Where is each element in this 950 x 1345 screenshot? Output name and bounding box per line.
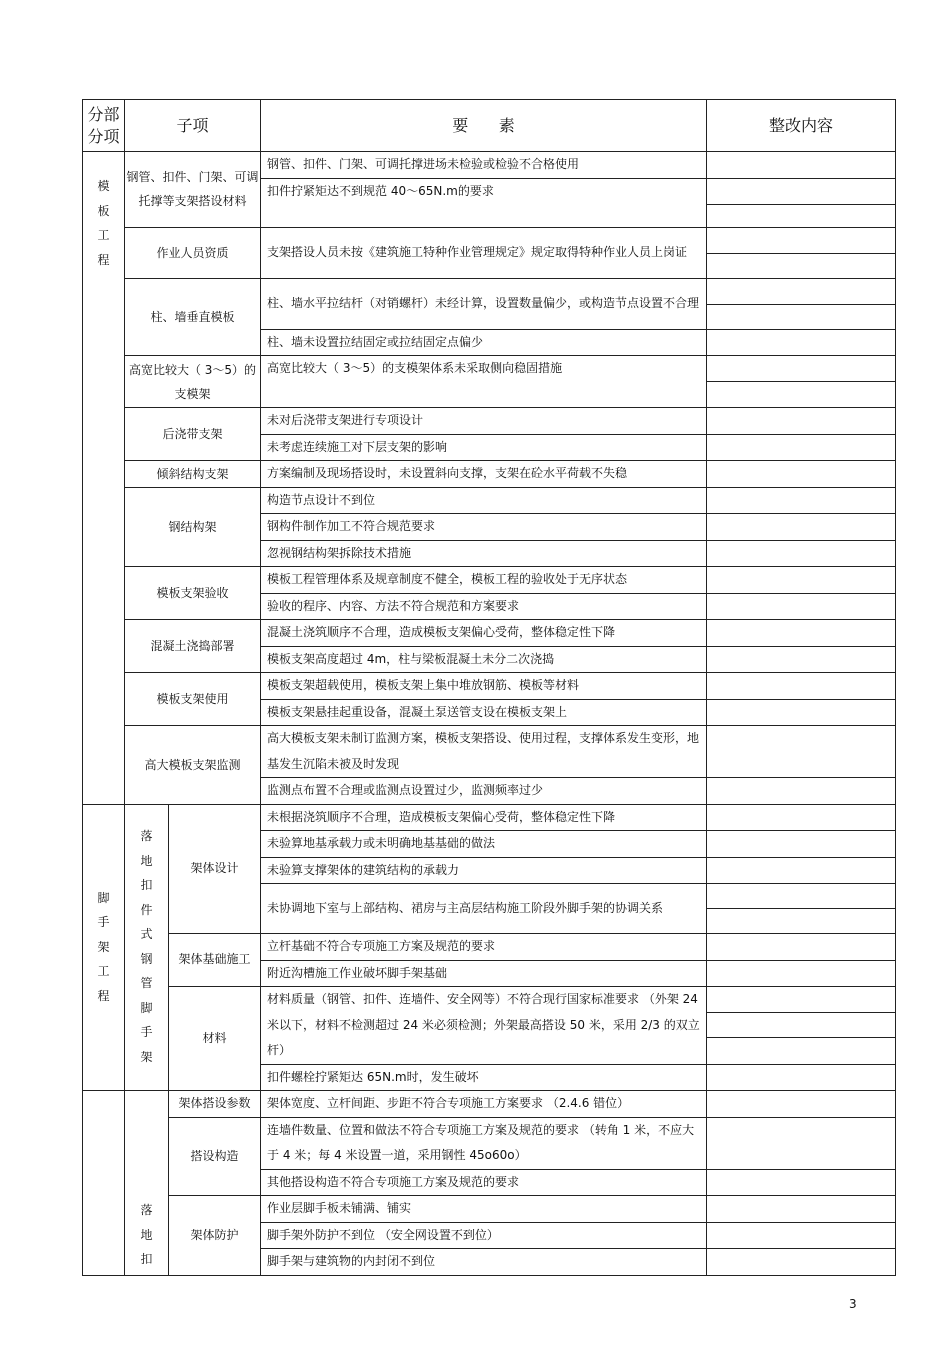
rectification-cell bbox=[707, 673, 896, 700]
rectification-cell bbox=[707, 178, 896, 204]
subitem-materials: 钢管、扣件、门架、可调托撑等支架搭设材料 bbox=[125, 152, 261, 228]
rectification-cell bbox=[707, 487, 896, 514]
table-row bbox=[83, 1091, 896, 1118]
subitem-steel-frame: 钢结构架 bbox=[125, 487, 261, 567]
table-row bbox=[83, 152, 896, 179]
rectification-cell bbox=[707, 1196, 896, 1223]
element-text: 钢管、扣件、门架、可调托撑进场未检验或检验不合格使用 bbox=[261, 152, 707, 179]
table-row bbox=[83, 804, 896, 831]
header-division: 分部 分项 bbox=[83, 100, 125, 152]
table-row bbox=[83, 461, 896, 488]
rectification-cell bbox=[707, 884, 896, 909]
inspection-table bbox=[82, 99, 896, 1276]
rectification-cell bbox=[707, 1091, 896, 1118]
subitem-params: 架体搭设参数 bbox=[169, 1091, 261, 1118]
table-row bbox=[83, 726, 896, 778]
section-floor-fastener: 落地扣件式钢管脚手架 bbox=[125, 804, 169, 1091]
rectification-cell bbox=[707, 857, 896, 884]
element-text: 未根据浇筑顺序不合理，造成模板支架偏心受荷，整体稳定性下降 bbox=[261, 804, 707, 831]
rectification-cell bbox=[707, 987, 896, 1013]
subitem-foundation: 架体基础施工 bbox=[169, 934, 261, 987]
rectification-cell bbox=[707, 699, 896, 726]
rectification-cell bbox=[707, 646, 896, 673]
section-floor-fastener-2: 落地扣 bbox=[125, 1091, 169, 1276]
rectification-cell bbox=[707, 227, 896, 253]
rectification-cell bbox=[707, 804, 896, 831]
rectification-cell bbox=[707, 540, 896, 567]
rectification-cell bbox=[707, 304, 896, 329]
rectification-cell bbox=[707, 1117, 896, 1169]
rectification-cell bbox=[707, 726, 896, 778]
element-text: 未协调地下室与上部结构、裙房与主高层结构施工阶段外脚手架的协调关系 bbox=[261, 884, 707, 934]
rectification-cell bbox=[707, 1249, 896, 1276]
element-text: 模板工程管理体系及规章制度不健全，模板工程的验收处于无序状态 bbox=[261, 567, 707, 594]
element-text: 未对后浇带支架进行专项设计 bbox=[261, 408, 707, 435]
rectification-cell bbox=[707, 567, 896, 594]
element-text: 架体宽度、立杆间距、步距不符合专项施工方案要求 （2.4.6 错位） bbox=[261, 1091, 707, 1118]
element-text: 其他搭设构造不符合专项施工方案及规范的要求 bbox=[261, 1169, 707, 1196]
element-text: 模板支架超载使用，模板支架上集中堆放钢筋、模板等材料 bbox=[261, 673, 707, 700]
table-row bbox=[83, 408, 896, 435]
table-row bbox=[83, 356, 896, 382]
element-text: 扣件螺栓拧紧矩达 65N.m时，发生破坏 bbox=[261, 1064, 707, 1091]
page-number: 3 bbox=[849, 1297, 857, 1311]
element-text: 连墙件数量、位置和做法不符合专项施工方案及规范的要求 （转角 1 米，不应大于 4 米；每 4 米设置一道，采用钢性 45o60o） bbox=[261, 1117, 707, 1169]
subitem-design: 架体设计 bbox=[169, 804, 261, 934]
table-row bbox=[83, 278, 896, 304]
element-text: 柱、墙未设置拉结固定或拉结固定点偏少 bbox=[261, 329, 707, 356]
table-header-row bbox=[83, 100, 896, 152]
rectification-cell bbox=[707, 253, 896, 278]
rectification-cell bbox=[707, 831, 896, 858]
table-row bbox=[83, 620, 896, 647]
element-text: 作业层脚手板未铺满、铺实 bbox=[261, 1196, 707, 1223]
element-text: 未验算支撑架体的建筑结构的承载力 bbox=[261, 857, 707, 884]
section-formwork: 模板工程 bbox=[83, 152, 125, 805]
element-text: 脚手架外防护不到位 （安全网设置不到位） bbox=[261, 1222, 707, 1249]
element-text: 未验算地基承载力或未明确地基基础的做法 bbox=[261, 831, 707, 858]
table-row bbox=[83, 987, 896, 1013]
table-row bbox=[83, 567, 896, 594]
rectification-cell bbox=[707, 329, 896, 356]
subitem-acceptance: 模板支架验收 bbox=[125, 567, 261, 620]
element-text: 扣件拧紧矩达不到规范 40～65N.m的要求 bbox=[261, 178, 707, 227]
rectification-cell bbox=[707, 778, 896, 805]
element-text: 忽视钢结构架拆除技术措施 bbox=[261, 540, 707, 567]
table-row bbox=[83, 1117, 896, 1169]
subitem-monitoring: 高大模板支架监测 bbox=[125, 726, 261, 805]
element-text: 模板支架高度超过 4m，柱与梁板混凝土未分二次浇捣 bbox=[261, 646, 707, 673]
subitem-protection: 架体防护 bbox=[169, 1196, 261, 1276]
element-text: 构造节点设计不到位 bbox=[261, 487, 707, 514]
subitem-inclined: 倾斜结构支架 bbox=[125, 461, 261, 488]
element-text: 混凝土浇筑顺序不合理，造成模板支架偏心受荷，整体稳定性下降 bbox=[261, 620, 707, 647]
table-row bbox=[83, 227, 896, 253]
element-text: 柱、墙水平拉结杆（对销螺杆）未经计算，设置数量偏少，或构造节点设置不合理 bbox=[261, 278, 707, 329]
rectification-cell bbox=[707, 1222, 896, 1249]
rectification-cell bbox=[707, 514, 896, 541]
section-blank bbox=[83, 1091, 125, 1276]
rectification-cell bbox=[707, 593, 896, 620]
element-text: 方案编制及现场搭设时，未设置斜向支撑，支架在砼水平荷载不失稳 bbox=[261, 461, 707, 488]
element-text: 高大模板支架未制订监测方案，模板支架搭设、使用过程，支撑体系发生变形，地基发生沉陷未被及时发现 bbox=[261, 726, 707, 778]
element-text: 未考虑连续施工对下层支架的影响 bbox=[261, 434, 707, 461]
table-row bbox=[83, 934, 896, 961]
table-row bbox=[83, 673, 896, 700]
subitem-material: 材料 bbox=[169, 987, 261, 1091]
rectification-cell bbox=[707, 356, 896, 382]
rectification-cell bbox=[707, 461, 896, 488]
rectification-cell bbox=[707, 1013, 896, 1038]
rectification-cell bbox=[707, 1038, 896, 1064]
rectification-cell bbox=[707, 434, 896, 461]
element-text: 钢构件制作加工不符合规范要求 bbox=[261, 514, 707, 541]
subitem-post-cast: 后浇带支架 bbox=[125, 408, 261, 461]
rectification-cell bbox=[707, 960, 896, 987]
element-text: 监测点布置不合理或监测点设置过少，监测频率过少 bbox=[261, 778, 707, 805]
element-text: 高宽比较大（ 3～5）的支模架体系未采取侧向稳固措施 bbox=[261, 356, 707, 408]
subitem-structure: 搭设构造 bbox=[169, 1117, 261, 1196]
table-row bbox=[83, 487, 896, 514]
subitem-high-ratio: 高宽比较大（ 3～5）的支模架 bbox=[125, 356, 261, 408]
element-text: 验收的程序、内容、方法不符合规范和方案要求 bbox=[261, 593, 707, 620]
rectification-cell bbox=[707, 620, 896, 647]
element-text: 支架搭设人员未按《建筑施工特种作业管理规定》规定取得特种作业人员上岗证 bbox=[261, 227, 707, 278]
rectification-cell bbox=[707, 408, 896, 435]
rectification-cell bbox=[707, 152, 896, 179]
rectification-cell bbox=[707, 909, 896, 934]
subitem-personnel: 作业人员资质 bbox=[125, 227, 261, 278]
header-rectification: 整改内容 bbox=[707, 100, 896, 152]
subitem-pouring: 混凝土浇捣部署 bbox=[125, 620, 261, 673]
element-text: 模板支架悬挂起重设备，混凝土泵送管支设在模板支架上 bbox=[261, 699, 707, 726]
header-subitem: 子项 bbox=[125, 100, 261, 152]
subitem-usage: 模板支架使用 bbox=[125, 673, 261, 726]
rectification-cell bbox=[707, 1169, 896, 1196]
section-scaffold: 脚手架工程 bbox=[83, 804, 125, 1091]
element-text: 立杆基础不符合专项施工方案及规范的要求 bbox=[261, 934, 707, 961]
rectification-cell bbox=[707, 278, 896, 304]
header-element: 要 素 bbox=[261, 100, 707, 152]
rectification-cell bbox=[707, 934, 896, 961]
rectification-cell bbox=[707, 382, 896, 408]
table-row bbox=[83, 1196, 896, 1223]
element-text: 附近沟槽施工作业破坏脚手架基础 bbox=[261, 960, 707, 987]
subitem-column-wall: 柱、墙垂直模板 bbox=[125, 278, 261, 356]
element-text: 材料质量（钢管、扣件、连墙件、安全网等）不符合现行国家标准要求 （外架 24 米以下，材料不检测超过 24 米必须检测；外架最高搭设 50 米，采用 2/3 的双立杆） bbox=[261, 987, 707, 1065]
rectification-cell bbox=[707, 204, 896, 227]
rectification-cell bbox=[707, 1064, 896, 1091]
element-text: 脚手架与建筑物的内封闭不到位 bbox=[261, 1249, 707, 1276]
